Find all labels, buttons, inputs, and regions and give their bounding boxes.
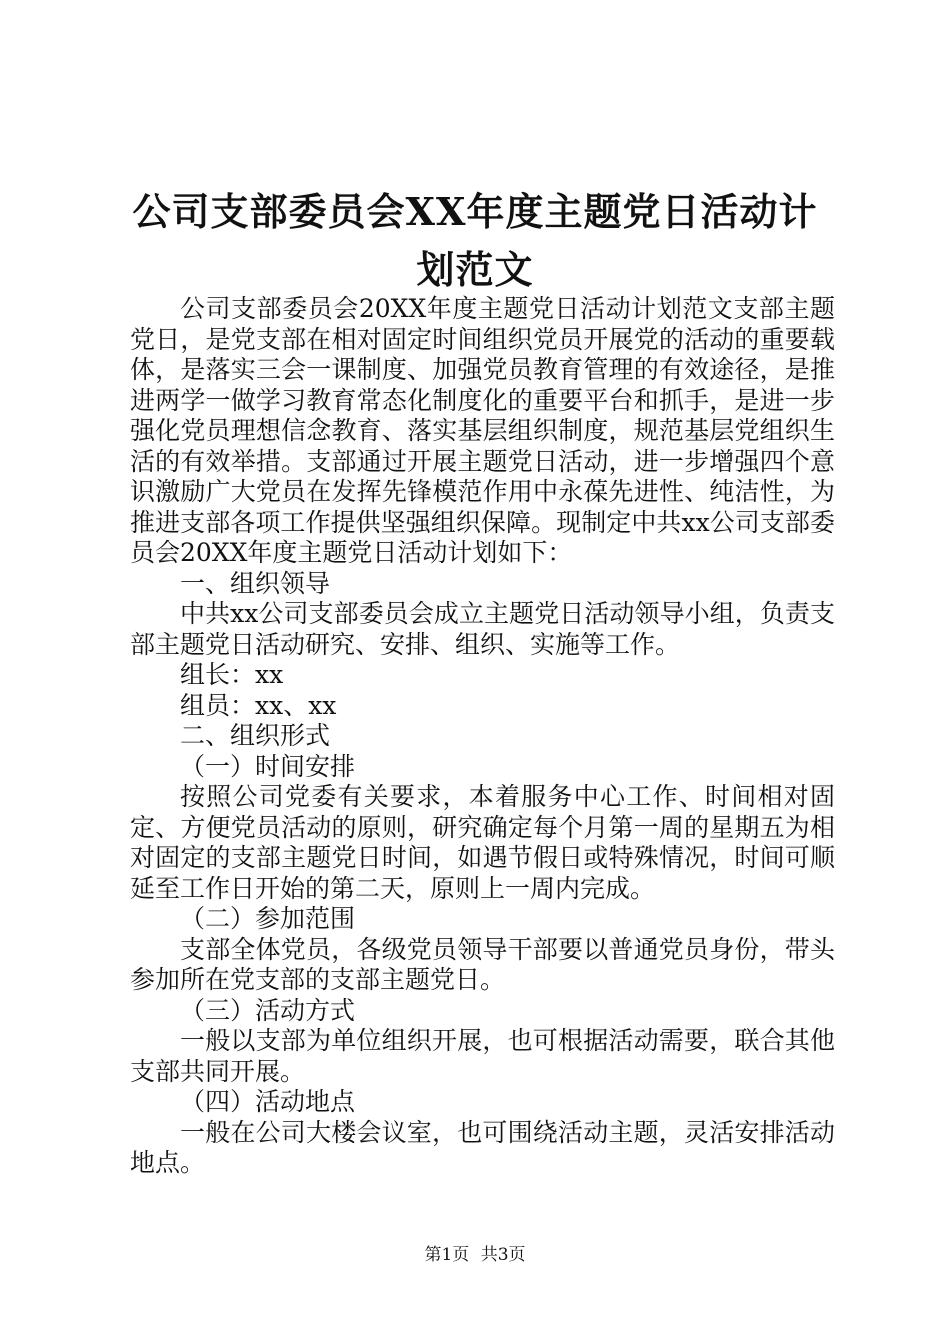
method-paragraph: 一般以支部为单位组织开展，也可根据活动需要，联合其他支部共同开展。 [130,1026,835,1086]
document-title: 公司支部委员会XX年度主题党日活动计划范文 [132,189,818,293]
leadership-paragraph: 中共xx公司支部委员会成立主题党日活动领导小组，负责支部主题党日活动研究、安排、组织、实施等工作。 [130,599,835,659]
document-body [130,294,835,1179]
group-leader-line: 组长：xx [180,660,284,689]
location-paragraph: 一般在公司大楼会议室，也可围绕活动主题，灵活安排活动地点。 [130,1117,835,1177]
subheading-scope: （二）参加范围 [180,904,356,933]
section-heading-leadership: 一、组织领导 [180,568,331,598]
subheading-location: （四）活动地点 [180,1087,356,1116]
page-total: 共3页 [480,1245,526,1265]
scope-paragraph: 支部全体党员，各级党员领导干部要以普通党员身份，带头参加所在党支部的支部主题党日。 [130,934,835,994]
intro-paragraph: 公司支部委员会20XX年度主题党日活动计划范文支部主题党日，是党支部在相对固定时间组织党员开展党的活动的重要载体，是落实三会一课制度、加强党员教育管理的有效途径，是推进两学一做学习教育常态化制度化的重要平台和抓手，是进一步强化党员理想信念教育、落实基层组织制度，规范基层党组织生活的有效举措。支部通过开展主题党日活动，进一步增强四个意识激励广大党员在发挥先锋模范作用中永葆先进性、纯洁性，为推进支部各项工作提供坚强组织保障。现制定中共xx公司支部委员会20XX年度主题党日活动计划如下： [130,294,835,567]
group-members-line: 组员：xx、xx [180,690,337,720]
section-heading-form: 二、组织形式 [180,721,331,750]
page-number: 第1页 [424,1245,470,1265]
time-paragraph: 按照公司党委有关要求，本着服务中心工作、时间相对固定、方便党员活动的原则，研究确定每个月第一周的星期五为相对固定的支部主题党日时间，如遇节假日或特殊情况，时间可顺延至工作日开始的第二天，原则上一周内完成。 [130,782,835,903]
subheading-time: （一）时间安排 [180,751,356,781]
subheading-method: （三）活动方式 [180,995,356,1025]
page-footer [0,1244,950,1266]
